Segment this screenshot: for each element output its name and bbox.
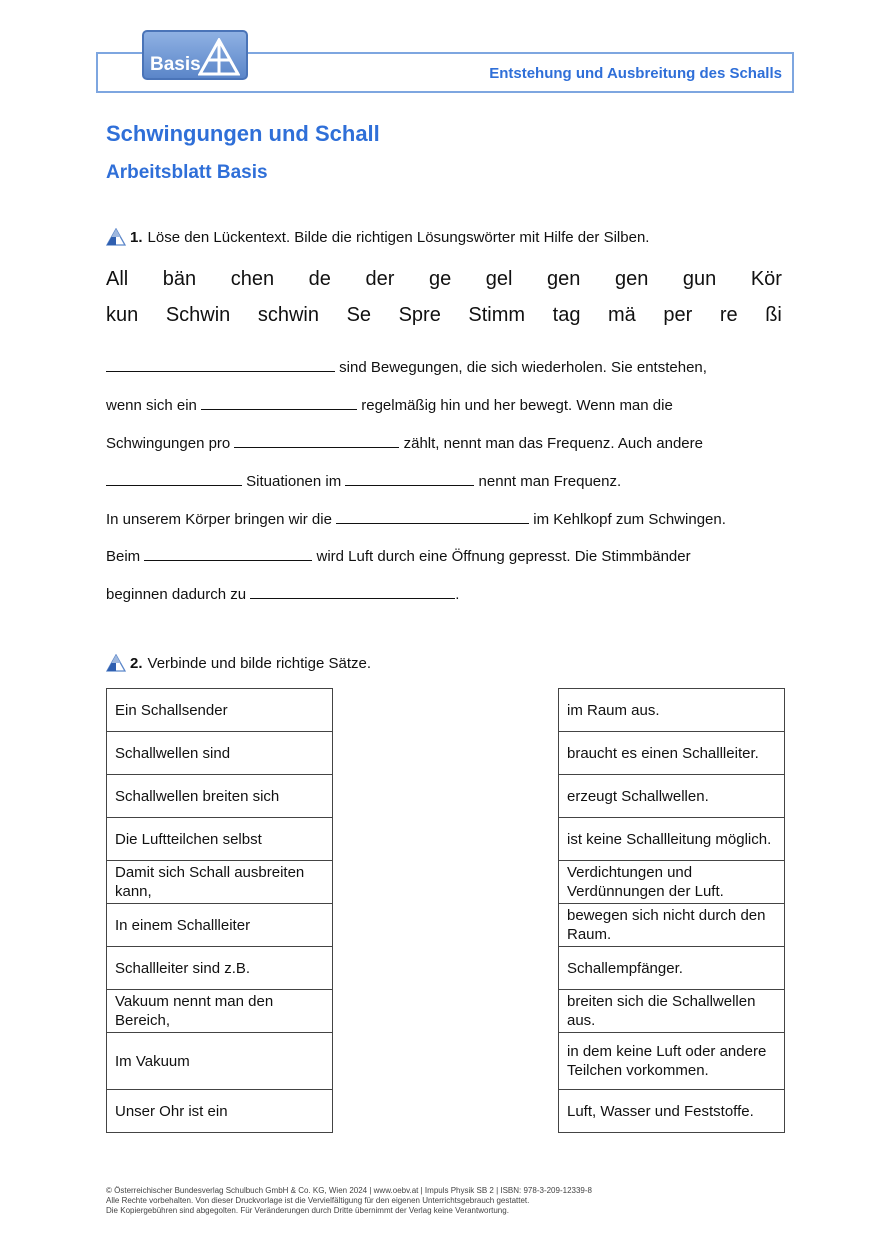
syllable: chen xyxy=(230,268,275,290)
table-row xyxy=(559,818,785,861)
cloze-text: zählt, nennt man das Frequenz. Auch andere xyxy=(399,435,703,452)
cloze-text: wird Luft durch eine Öffnung gepresst. Die Stimmbänder xyxy=(312,548,691,565)
triangle-logo-icon xyxy=(198,38,240,76)
answer-gap[interactable] xyxy=(106,358,335,372)
cloze-text: . xyxy=(455,586,460,603)
answer-gap[interactable] xyxy=(106,472,242,486)
table-row xyxy=(107,904,333,947)
answer-gap[interactable] xyxy=(345,472,474,486)
cloze-text: nennt man Frequenz. xyxy=(474,473,622,490)
syllable: Se xyxy=(346,304,372,326)
syllable: ge xyxy=(428,268,452,290)
syllable-row-1 xyxy=(106,268,782,291)
basis-logo xyxy=(142,30,248,80)
cloze-line-7 xyxy=(106,585,459,603)
syllable: Stimm xyxy=(468,304,526,326)
cloze-text: wenn sich ein xyxy=(106,397,202,414)
syllable: ßi xyxy=(765,304,782,326)
cloze-line-6 xyxy=(106,547,691,565)
syllable: re xyxy=(719,304,738,326)
table-row xyxy=(107,732,333,775)
table-row xyxy=(559,775,785,818)
table-row xyxy=(559,947,785,990)
answer-gap[interactable] xyxy=(144,547,312,561)
syllable: per xyxy=(663,304,693,326)
table-row xyxy=(107,689,333,732)
syllable: Kör xyxy=(750,268,782,290)
answer-gap[interactable] xyxy=(336,510,529,524)
sentence-start-cell[interactable]: Unser Ohr ist ein xyxy=(107,1090,333,1133)
task-1-number: 1. xyxy=(130,228,143,246)
table-row xyxy=(559,990,785,1033)
sentence-end-cell[interactable]: Verdichtungen und Verdünnungen der Luft. xyxy=(559,861,785,904)
syllable: gun xyxy=(682,268,717,290)
cloze-text: Beim xyxy=(106,548,145,565)
sentence-start-cell[interactable]: Vakuum nennt man den Bereich, xyxy=(107,990,333,1033)
task-2-number: 2. xyxy=(130,654,143,672)
cloze-text: beginnen dadurch zu xyxy=(106,586,251,603)
cloze-text: sind Bewegungen, die sich wiederholen. Sie entstehen, xyxy=(335,359,707,376)
syllable: de xyxy=(308,268,331,290)
syllable: mä xyxy=(608,304,636,326)
syllable: bän xyxy=(162,268,197,290)
footer-line: Alle Rechte vorbehalten. Von dieser Druckvorlage ist die Vervielfältigung für den eigenen Unterrichtsgebrauch gestattet. xyxy=(106,1196,530,1205)
footer-line: Die Kopiergebühren sind abgegolten. Für Veränderungen durch Dritte übernimmt der Verlag keine Verantwortung. xyxy=(106,1206,509,1215)
footer xyxy=(106,1186,592,1216)
sentence-start-cell[interactable]: Im Vakuum xyxy=(107,1033,333,1090)
table-row xyxy=(107,818,333,861)
syllable: tag xyxy=(552,304,581,326)
sentence-end-cell[interactable]: erzeugt Schallwellen. xyxy=(559,775,785,818)
sentence-end-cell[interactable]: ist keine Schallleitung möglich. xyxy=(559,818,785,861)
sentence-start-cell[interactable]: Damit sich Schall ausbreiten kann, xyxy=(107,861,333,904)
cloze-text: im Kehlkopf zum Schwingen. xyxy=(529,511,726,528)
page-subtitle: Arbeitsblatt Basis xyxy=(106,162,268,183)
syllable: Spre xyxy=(398,304,441,326)
cloze-line-4 xyxy=(106,472,621,490)
difficulty-triangle-icon xyxy=(106,228,126,246)
sentence-start-cell[interactable]: Schallleiter sind z.B. xyxy=(107,947,333,990)
syllable: schwin xyxy=(257,304,319,326)
syllable: der xyxy=(365,268,395,290)
difficulty-triangle-icon xyxy=(106,654,126,672)
answer-gap[interactable] xyxy=(250,585,455,599)
cloze-line-2 xyxy=(106,396,673,414)
sentence-end-cell[interactable]: im Raum aus. xyxy=(559,689,785,732)
sentence-end-table xyxy=(558,688,785,1133)
cloze-text: Schwingungen pro xyxy=(106,435,235,452)
cloze-line-5 xyxy=(106,510,726,528)
sentence-end-cell[interactable]: Schallempfänger. xyxy=(559,947,785,990)
table-row xyxy=(559,689,785,732)
task-2-heading xyxy=(106,654,371,672)
syllable: All xyxy=(106,268,129,290)
sentence-end-cell[interactable]: bewegen sich nicht durch den Raum. xyxy=(559,904,785,947)
syllable: gel xyxy=(485,268,513,290)
sentence-start-cell[interactable]: Ein Schallsender xyxy=(107,689,333,732)
sentence-start-cell[interactable]: Die Luftteilchen selbst xyxy=(107,818,333,861)
table-row xyxy=(559,904,785,947)
syllable-row-2 xyxy=(106,304,782,327)
table-row xyxy=(559,1090,785,1133)
sentence-end-cell[interactable]: braucht es einen Schallleiter. xyxy=(559,732,785,775)
table-row xyxy=(107,1033,333,1090)
cloze-text: regelmäßig hin und her bewegt. Wenn man die xyxy=(357,397,673,414)
task-1-instruction: Löse den Lückentext. Bilde die richtigen Lösungswörter mit Hilfe der Silben. xyxy=(147,228,650,246)
task-2-instruction: Verbinde und bilde richtige Sätze. xyxy=(147,654,371,672)
sentence-end-cell[interactable]: in dem keine Luft oder andere Teilchen vorkommen. xyxy=(559,1033,785,1090)
sentence-start-table xyxy=(106,688,333,1133)
cloze-text: In unserem Körper bringen wir die xyxy=(106,511,337,528)
sentence-end-cell[interactable]: breiten sich die Schallwellen aus. xyxy=(559,990,785,1033)
sentence-start-cell[interactable]: In einem Schallleiter xyxy=(107,904,333,947)
sentence-start-cell[interactable]: Schallwellen sind xyxy=(107,732,333,775)
answer-gap[interactable] xyxy=(234,434,399,448)
table-row xyxy=(107,947,333,990)
syllable: kun xyxy=(106,304,139,326)
logo-text: Basis xyxy=(150,54,201,75)
table-row xyxy=(559,732,785,775)
table-row xyxy=(107,861,333,904)
table-row xyxy=(559,1033,785,1090)
cloze-line-1 xyxy=(106,358,707,376)
syllable: gen xyxy=(614,268,649,290)
table-row xyxy=(559,861,785,904)
footer-line: © Österreichischer Bundesverlag Schulbuch GmbH & Co. KG, Wien 2024 | www.oebv.at | Impuls Physik SB 2 | ISBN: 978-3-209-12339-8 xyxy=(106,1186,592,1195)
syllable: gen xyxy=(547,268,581,290)
table-row xyxy=(107,775,333,818)
syllable: Schwin xyxy=(165,304,231,326)
table-row xyxy=(107,990,333,1033)
cloze-text: Situationen im xyxy=(242,473,346,490)
answer-gap[interactable] xyxy=(201,396,357,410)
table-row xyxy=(107,1090,333,1133)
cloze-line-3 xyxy=(106,434,703,452)
page-title: Schwingungen und Schall xyxy=(106,121,380,146)
header-title: Entstehung und Ausbreitung des Schalls xyxy=(489,65,782,82)
sentence-start-cell[interactable]: Schallwellen breiten sich xyxy=(107,775,333,818)
sentence-end-cell[interactable]: Luft, Wasser und Feststoffe. xyxy=(559,1090,785,1133)
task-1-heading xyxy=(106,228,649,246)
